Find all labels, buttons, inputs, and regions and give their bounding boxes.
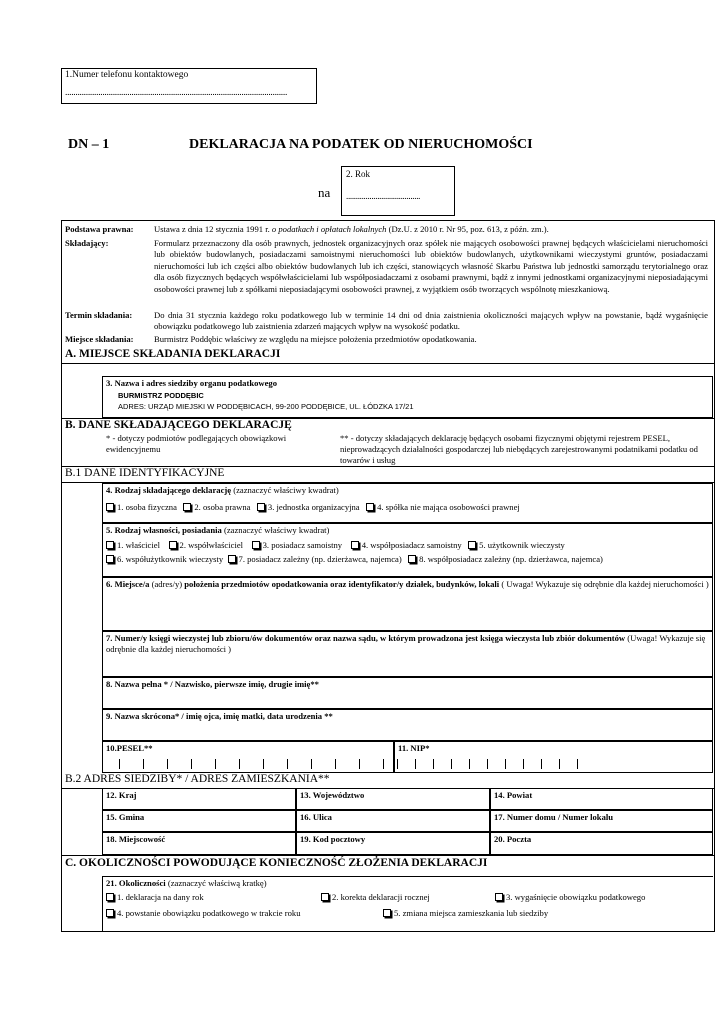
field-17-numer-domu[interactable]: 17. Numer domu / Numer lokalu (490, 810, 713, 832)
phone-label: 1.Numer telefonu kontaktowego (65, 70, 189, 80)
field-10-pesel[interactable]: 10.PESEL** (102, 741, 394, 773)
field-14-powiat[interactable]: 14. Powiat (490, 788, 713, 810)
phone-field[interactable] (61, 68, 317, 104)
podstawa-label: Podstawa prawna: (65, 224, 134, 234)
doc-code: DN – 1 (68, 137, 110, 152)
field-5-ownership: 5. Rodzaj własności, posiadania (zaznaczyć właściwy kwadrat) 1. właściciel 2. współwłaściciel 3. posiadacz samoistny 4. współposiadacz samoistny 5. użytkownik wieczysty 6. współużytkownik wieczysty 7. posiadacz zależny (np. dzierżawca, najemca) 8. współposiadacz zależny (np. dzierżawca, najemca) (102, 523, 713, 577)
checkbox-osoba-fizyczna[interactable]: 1. osoba fizyczna (106, 502, 177, 512)
checkbox-uzytkownik-wieczysty[interactable]: 5. użytkownik wieczysty (468, 540, 565, 550)
field-21-circumstances: 21. Okoliczności (zaznaczyć właściwą kratkę) 1. deklaracja na dany rok 2. korekta deklaracji rocznej 3. wygaśnięcie obowiązku podatkowego 4. powstanie obowiązku podatkowego w trakcie roku 5. zmiana miejsca zamieszkania lub siedziby (102, 876, 713, 931)
section-b-header: B. DANE SKŁADAJĄCEGO DEKLARACJĘ (62, 419, 714, 433)
field-3-organ: 3. Nazwa i adres siedziby organu podatkowego BURMISTRZ PODDĘBIC ADRES: URZĄD MIEJSKI W PODDĘBICACH, 99-200 PODDĘBICE, UL. ŁÓDZKA 17/21 (102, 376, 713, 418)
checkbox-wspolwlasciciel[interactable]: 2. współwłaściciel (169, 540, 243, 550)
field-20-poczta[interactable]: 20. Poczta (490, 832, 713, 855)
field-6-location[interactable]: 6. Miejsce/a (adres/y) położenia przedmiotów opodatkowania oraz identyfikator/y działek, budynków, lokali ( Uwaga! Wykazuje się odrębnie dla każdej nieruchomości ) (102, 577, 713, 631)
field-18-miejscowosc[interactable]: 18. Miejscowość (102, 832, 296, 855)
field-4-type: 4. Rodzaj składającego deklarację (zaznaczyć właściwy kwadrat) 1. osoba fizyczna 2. osoba prawna 3. jednostka organizacyjna 4. spółka nie mająca osobowości prawnej (102, 483, 713, 523)
checkbox-wspolposiadacz-samoistny[interactable]: 4. współposiadacz samoistny (351, 540, 462, 550)
termin-label: Termin składania: (65, 310, 133, 320)
field-15-gmina[interactable]: 15. Gmina (102, 810, 296, 832)
note-single-star: * - dotyczy podmiotów podlegających obowiązkowi ewidencyjnemu (106, 433, 287, 454)
checkbox-deklaracja-roczna[interactable]: 1. deklaracja na dany rok (106, 892, 204, 903)
checkbox-posiadacz-samoistny[interactable]: 3. posiadacz samoistny (252, 540, 342, 550)
year-label: 2. Rok (346, 169, 371, 179)
note-double-star: ** - dotyczy składających deklarację będących osobami fizycznymi objętymi rejestrem PESEL, nieprowadzących działalności gospodarczej lub niebędących zarejestrowanymi podatnikami podatku od towarów i usług (340, 433, 698, 465)
legal-info (62, 221, 714, 348)
checkbox-zmiana-miejsca[interactable]: 5. zmiana miejsca zamieszkania lub siedziby (383, 908, 548, 919)
field-11-nip[interactable]: 11. NIP* (394, 741, 713, 773)
field-13-wojewodztwo[interactable]: 13. Województwo (296, 788, 490, 810)
doc-title: DEKLARACJA NA PODATEK OD NIERUCHOMOŚCI (189, 137, 533, 152)
phone-dots: ........................................................................................................... (65, 88, 288, 98)
b1-header: B.1 DANE IDENTYFIKACYJNE (62, 466, 714, 483)
field-19-kod-pocztowy[interactable]: 19. Kod pocztowy (296, 832, 490, 855)
field-9-short-name[interactable]: 9. Nazwa skrócona* / imię ojca, imię matki, data urodzenia ** (102, 709, 713, 741)
checkbox-wspoluzytkownik[interactable]: 6. współużytkownik wieczysty (106, 554, 223, 564)
checkbox-wlasciciel[interactable]: 1. właściciel (106, 540, 160, 550)
b2-header: B.2 ADRES SIEDZIBY* / ADRES ZAMIESZKANIA** (62, 773, 714, 789)
field-16-ulica[interactable]: 16. Ulica (296, 810, 490, 832)
field-8-full-name[interactable]: 8. Nazwa pełna * / Nazwisko, pierwsze imię, drugie imię** (102, 677, 713, 709)
na-label: na (318, 185, 331, 200)
declaration-form (61, 220, 715, 932)
checkbox-spolka[interactable]: 4. spółka nie mająca osobowości prawnej (366, 502, 520, 512)
skladajacy-label: Składający: (65, 238, 109, 248)
year-field[interactable] (341, 166, 455, 216)
section-c-header: C. OKOLICZNOŚCI POWODUJĄCE KONIECZNOŚĆ ZŁOŻENIA DEKLARACJI (62, 856, 714, 872)
podstawa-text: Ustawa z dnia 12 stycznia 1991 r. o podatkach i opłatach lokalnych (Dz.U. z 2010 r. Nr 95, poz. 613, z późn. zm.). (154, 224, 549, 234)
miejsce-text: Burmistrz Poddębic właściwy ze względu na miejsce położenia przedmiotów opodatkowania. (154, 334, 477, 344)
checkbox-wygasniecie[interactable]: 3. wygaśnięcie obowiązku podatkowego (495, 892, 645, 903)
termin-text: Do dnia 31 stycznia każdego roku podatkowego lub w terminie 14 dni od dnia zaistnienia okoliczności mających wpływ na powstanie, bądź wygaśnięcie obowiązku podatkowego lub zaistnienia zdarzeń mających wpływ na wysokość podatku. (154, 310, 708, 332)
checkbox-powstanie[interactable]: 4. powstanie obowiązku podatkowego w trakcie roku (106, 908, 301, 919)
checkbox-jednostka[interactable]: 3. jednostka organizacyjna (257, 502, 360, 512)
section-a-header: A. MIEJSCE SKŁADANIA DEKLARACJI (62, 347, 714, 364)
field-12-kraj[interactable]: 12. Kraj (102, 788, 296, 810)
year-dots: ...................................... (346, 191, 421, 201)
skladajacy-text: Formularz przeznaczony dla osób prawnych, jednostek organizacyjnych oraz spółek nie mających osobowości prawnej będących właścicielami nieruchomości lub obiektów budowlanych, posiadaczami samoistnymi nieruchomości lub obiektów budowlanych, użytkownikami wieczystymi gruntów, posiadaczami nieruchomości lub ich części albo obiektów budowlanych lub ich części, stanowiących własność Skarbu Państwa lub jednostki samorządu terytorialnego oraz dla osób fizycznych będących współwłaścicielami lub współposiadaczami z osobami prawnymi, bądź z innymi jednostkami organizacyjnymi nieposiadającymi osobowości prawnej lub z spółkami nieposiadającymi osobowości prawnej, z wyjątkiem osób tworzących wspólnotę mieszkaniową. (154, 238, 708, 294)
checkbox-korekta[interactable]: 2. korekta deklaracji rocznej (321, 892, 430, 903)
checkbox-posiadacz-zalezny[interactable]: 7. posiadacz zależny (np. dzierżawca, najemca) (228, 554, 402, 564)
checkbox-wspolposiadacz-zalezny[interactable]: 8. współposiadacz zależny (np. dzierżawca, najemca) (408, 554, 603, 564)
miejsce-label: Miejsce składania: (65, 334, 134, 344)
checkbox-osoba-prawna[interactable]: 2. osoba prawna (183, 502, 250, 512)
field-7-land-register[interactable]: 7. Numer/y księgi wieczystej lub zbioru/ów dokumentów oraz nazwa sądu, w którym prowadzona jest księga wieczysta lub zbiór dokumentów (Uwaga! Wykazuje się odrębnie dla każdej nieruchomości ) (102, 631, 713, 677)
